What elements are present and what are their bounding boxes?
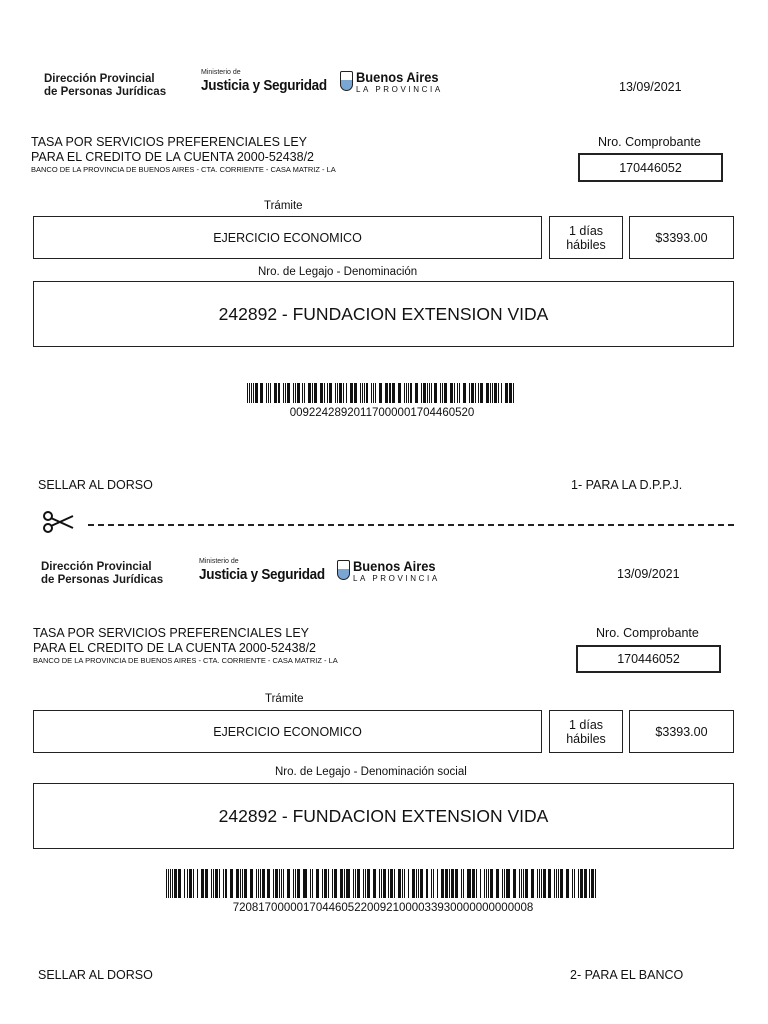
tasa-line-1: TASA POR SERVICIOS PREFERENCIALES LEY bbox=[33, 626, 310, 640]
sellar-label: SELLAR AL DORSO bbox=[38, 478, 153, 492]
legajo-label: Nro. de Legajo - Denominación bbox=[258, 266, 418, 278]
comprobante-value: 170446052 bbox=[576, 645, 721, 673]
amount: $3393.00 bbox=[629, 710, 734, 753]
province-logo: Buenos Aires LA PROVINCIA bbox=[353, 558, 440, 583]
sellar-label: SELLAR AL DORSO bbox=[38, 968, 153, 982]
tramite-label: Trámite bbox=[265, 693, 304, 705]
ministry-logo: Ministerio de Justicia y Seguridad bbox=[201, 69, 327, 94]
barcode bbox=[247, 383, 514, 403]
bank-line: BANCO DE LA PROVINCIA DE BUENOS AIRES - CTA. CORRIENTE - CASA MATRIZ - LA bbox=[33, 656, 338, 665]
scissors-icon bbox=[42, 511, 76, 538]
barcode bbox=[166, 869, 596, 898]
tasa-line-2: PARA EL CREDITO DE LA CUENTA 2000-52438/2 bbox=[31, 150, 315, 164]
legajo-value: 242892 - FUNDACION EXTENSION VIDA bbox=[33, 783, 734, 849]
province-logo: Buenos Aires LA PROVINCIA bbox=[356, 69, 443, 94]
cut-line bbox=[88, 524, 734, 526]
tramite-label: Trámite bbox=[264, 200, 303, 212]
dias-box: 1 días hábiles bbox=[549, 710, 623, 753]
barcode-number: 72081700000170446052200921000033930000000000008 bbox=[232, 902, 534, 914]
dias-box: 1 días hábiles bbox=[549, 216, 623, 259]
legajo-label: Nro. de Legajo - Denominación social bbox=[275, 766, 467, 778]
copy-label: 1- PARA LA D.P.P.J. bbox=[571, 478, 683, 492]
tramite-value: EJERCICIO ECONOMICO bbox=[33, 710, 542, 753]
amount: $3393.00 bbox=[629, 216, 734, 259]
ministry-logo: Ministerio de Justicia y Seguridad bbox=[199, 558, 325, 583]
comprobante-value: 170446052 bbox=[578, 153, 723, 182]
barcode-number: 00922428920117000001704460520 bbox=[289, 407, 475, 419]
shield-icon bbox=[337, 560, 350, 580]
shield-icon bbox=[340, 71, 353, 91]
tasa-line-2: PARA EL CREDITO DE LA CUENTA 2000-52438/2 bbox=[33, 641, 317, 655]
org-name: Dirección Provincial de Personas Jurídicas bbox=[41, 561, 164, 586]
copy-label: 2- PARA EL BANCO bbox=[570, 968, 684, 982]
barcode-bar bbox=[513, 383, 514, 403]
comprobante-label: Nro. Comprobante bbox=[598, 135, 701, 149]
date: 13/09/2021 bbox=[617, 567, 680, 581]
org-name: Dirección Provincial de Personas Jurídicas bbox=[44, 73, 167, 98]
comprobante-label: Nro. Comprobante bbox=[596, 626, 699, 640]
tramite-value: EJERCICIO ECONOMICO bbox=[33, 216, 542, 259]
date: 13/09/2021 bbox=[619, 80, 682, 94]
bank-line: BANCO DE LA PROVINCIA DE BUENOS AIRES - CTA. CORRIENTE - CASA MATRIZ - LA bbox=[31, 165, 336, 174]
tasa-line-1: TASA POR SERVICIOS PREFERENCIALES LEY bbox=[31, 135, 308, 149]
legajo-value: 242892 - FUNDACION EXTENSION VIDA bbox=[33, 281, 734, 347]
barcode-bar bbox=[595, 869, 596, 898]
